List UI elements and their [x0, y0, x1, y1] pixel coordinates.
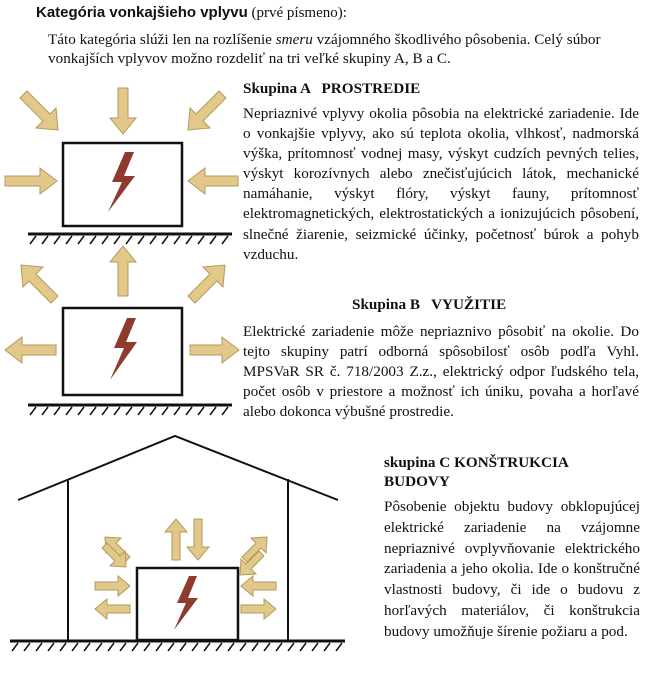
group-a-title: Skupina A PROSTREDIE: [243, 80, 421, 97]
group-b-text: Elektrické zariadenie môže nepriaznivo pôsobiť na okolie. Do tejto skupiny patrí odborná spôsobilosť osôb podľa Vyhl. MPSVaR SR č. 718/2003 Z.z., elektrický odpor ľudského tela, počet osôb v priestore a možnosť ich úniku, povaha a horľavé alebo dokonca výbušné prostredie.: [243, 323, 639, 421]
intro-before: Táto kategória slúži len na rozlíšenie: [48, 31, 276, 48]
ground-hatch-icon: [12, 643, 342, 651]
group-b-title: Skupina B VYUŽITIE: [352, 296, 507, 313]
intro-italic: smeru: [275, 31, 313, 48]
group-c-text: Pôsobenie objektu budovy obklopujúcej elektrické zariadenie na vzájomne nepriaznivé ovplyvňovanie elektrického zariadenia a jeho okolia. Ide o konštručné vlastnosti budovy, či ide o budovu z horľavých materiálov, či konštrukcia budovy umožňuje šírenie požiaru a pod.: [384, 498, 640, 640]
group-c-title: skupina C KONŠTRUKCIA BUDOVY: [384, 454, 568, 490]
heading-rest: (prvé písmeno):: [247, 5, 347, 21]
intro-after: vzájomného škodlivého pôsobenia. Celý súbor vonkajších vplyvov možno rozdeliť na tri veľké skupiny A, B a C.: [48, 31, 601, 67]
house-roof-icon: [18, 436, 338, 500]
heading-bold: Kategória vonkajšieho vplyvu: [36, 4, 248, 21]
group-a-text: Nepriaznivé vplyvy okolia pôsobia na elektrické zariadenie. Ide o vonkajšie vplyvy, ako sú teplota okolia, vlhkosť, nadmorská výška, prítomnosť vodnej masy, výskyt cudzích pevných telies, výskyt korozívnych alebo znečisťujúcich látok, mechanické namáhanie, výskyt flóry, výskyt fauny, prítomnosť elektromagnetických, elektrostatických a ionizujúcich pôsobení, slnečné žiarenie, seizmické účinky, početnosť búrok a pohyb vzduchu.: [243, 105, 639, 263]
